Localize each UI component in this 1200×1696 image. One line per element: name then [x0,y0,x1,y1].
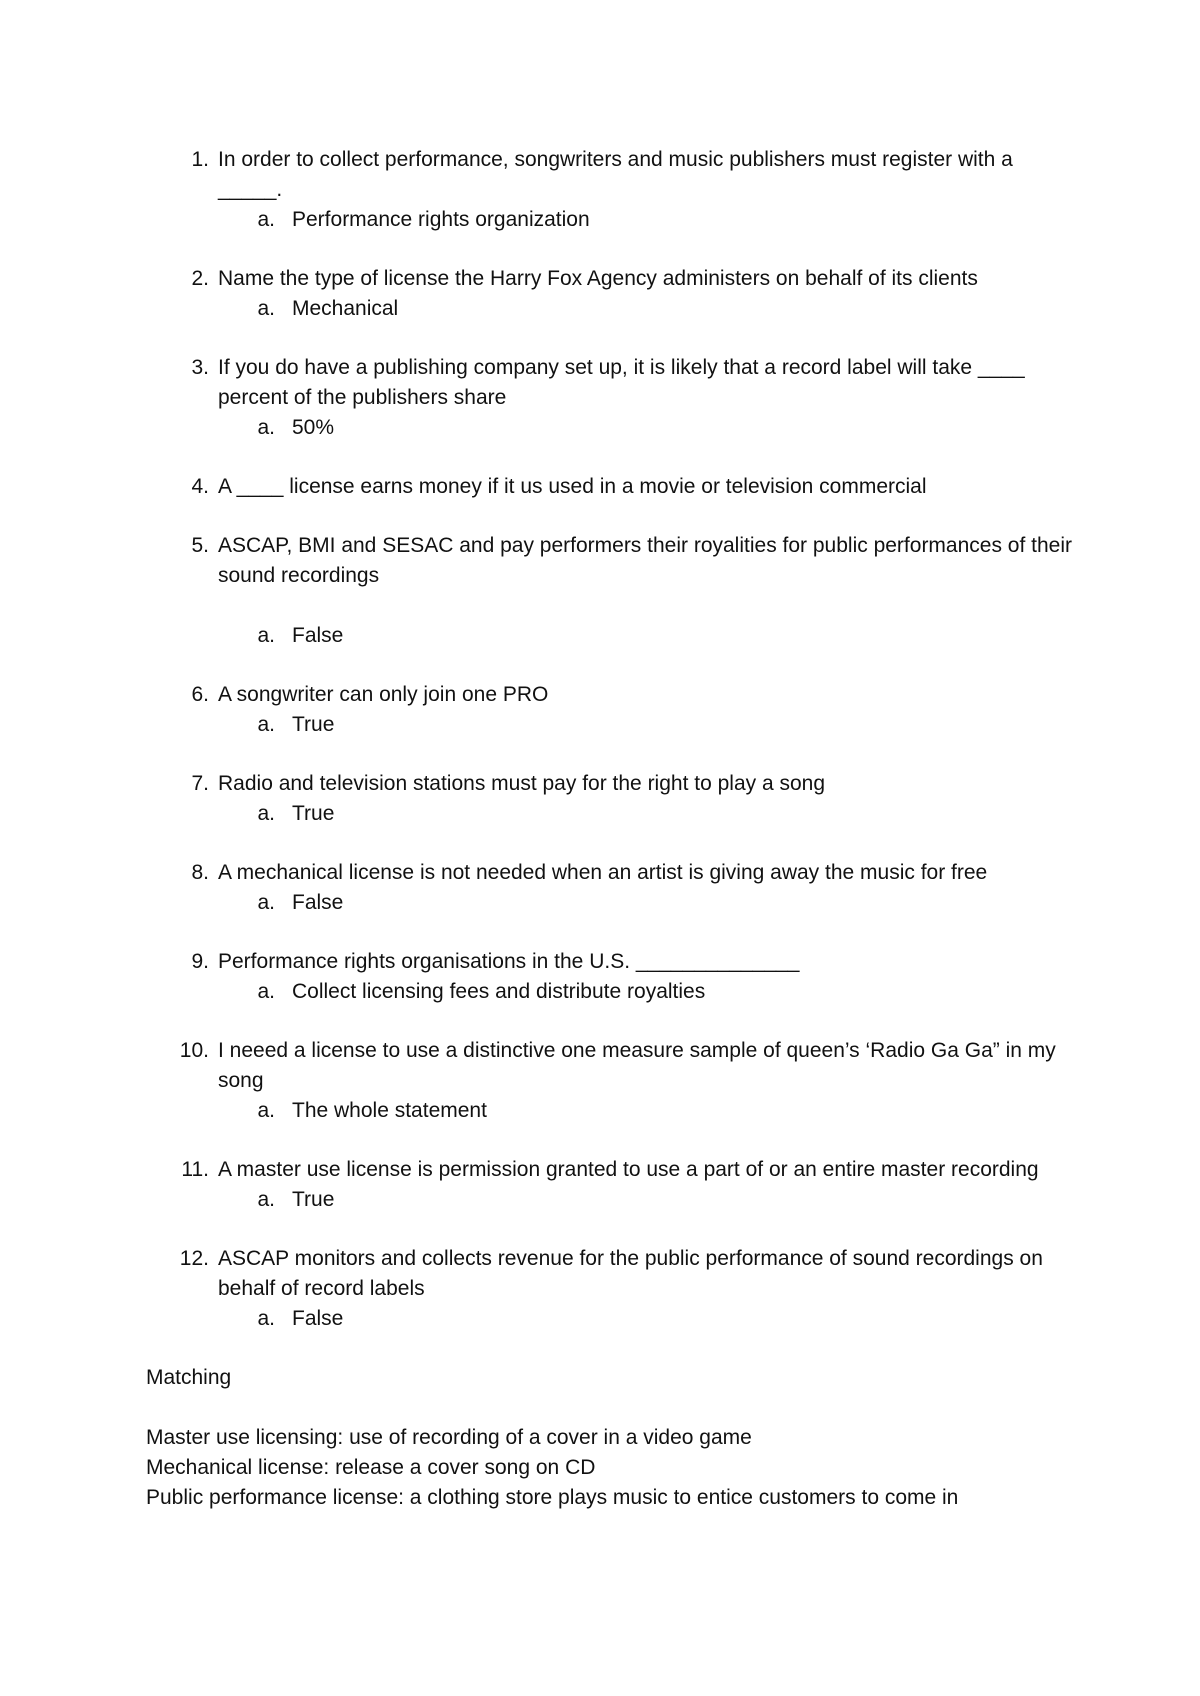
question-number: 2. [191,267,209,290]
answer-text: Mechanical [292,297,399,320]
matching-heading: Matching [146,1366,232,1389]
question-number: 11. [181,1158,209,1181]
question-number: 6. [191,683,209,706]
question-number: 7. [191,772,209,795]
question-number: 9. [191,950,209,973]
answer-letter: a. [257,980,275,1003]
question-item [146,680,1076,740]
question-text: A master use license is permission granted to use a part of or an entire master recording [218,1158,1039,1181]
matching-line: Mechanical license: release a cover song on CD [146,1456,596,1479]
answer-text: False [292,891,344,914]
question-text: A songwriter can only join one PRO [218,683,549,706]
answer-letter: a. [257,624,275,647]
question-text: A ____ license earns money if it us used in a movie or television commercial [218,475,927,498]
question-item [146,145,1076,235]
question-text: In order to collect performance, songwriters and music publishers must register with a _____. [218,148,1013,201]
answer-letter: a. [257,297,275,320]
matching-line: Public performance license: a clothing store plays music to entice customers to come in [146,1486,959,1509]
question-item [146,1155,1076,1215]
question-item [146,353,1076,443]
question-item [146,858,1076,918]
question-text: If you do have a publishing company set up, it is likely that a record label will take ____ percent of the publishers share [218,356,1025,409]
question-item [146,472,1076,502]
question-number: 1. [191,148,209,171]
question-number: 5. [191,534,209,557]
answer-text: True [292,1188,335,1211]
question-text: ASCAP, BMI and SESAC and pay performers their royalities for public performances of their sound recordings [218,534,1072,587]
question-item [146,1036,1076,1126]
question-item [146,769,1076,829]
question-text: Name the type of license the Harry Fox Agency administers on behalf of its clients [218,267,978,290]
answer-text: Performance rights organization [292,208,590,231]
answer-letter: a. [257,802,275,825]
question-number: 4. [191,475,209,498]
matching-section [146,1363,1076,1513]
question-number: 10. [179,1039,209,1062]
question-number: 12. [179,1247,209,1270]
answer-text: Collect licensing fees and distribute royalties [292,980,706,1003]
question-number: 3. [191,356,209,379]
answer-letter: a. [257,891,275,914]
document-content [146,145,1076,1513]
answer-letter: a. [257,416,275,439]
answer-letter: a. [257,713,275,736]
question-text: Radio and television stations must pay for the right to play a song [218,772,826,795]
question-item [146,264,1076,324]
answer-letter: a. [257,1188,275,1211]
answer-text: The whole statement [292,1099,487,1122]
question-item [146,947,1076,1007]
question-text: I neeed a license to use a distinctive one measure sample of queen’s ‘Radio Ga Ga” in my song [218,1039,1056,1092]
answer-text: True [292,713,335,736]
answer-letter: a. [257,208,275,231]
question-text: A mechanical license is not needed when an artist is giving away the music for free [218,861,988,884]
question-item [146,531,1076,651]
answer-letter: a. [257,1307,275,1330]
answer-text: False [292,1307,344,1330]
question-number: 8. [191,861,209,884]
question-item [146,1244,1076,1334]
answer-text: True [292,802,335,825]
matching-line: Master use licensing: use of recording of a cover in a video game [146,1426,752,1449]
answer-letter: a. [257,1099,275,1122]
answer-text: 50% [292,416,335,439]
blank-line [146,591,1076,621]
answer-text: False [292,624,344,647]
question-text: ASCAP monitors and collects revenue for the public performance of sound recordings on behalf of record labels [218,1247,1043,1300]
question-text: Performance rights organisations in the U.S. ______________ [218,950,800,973]
